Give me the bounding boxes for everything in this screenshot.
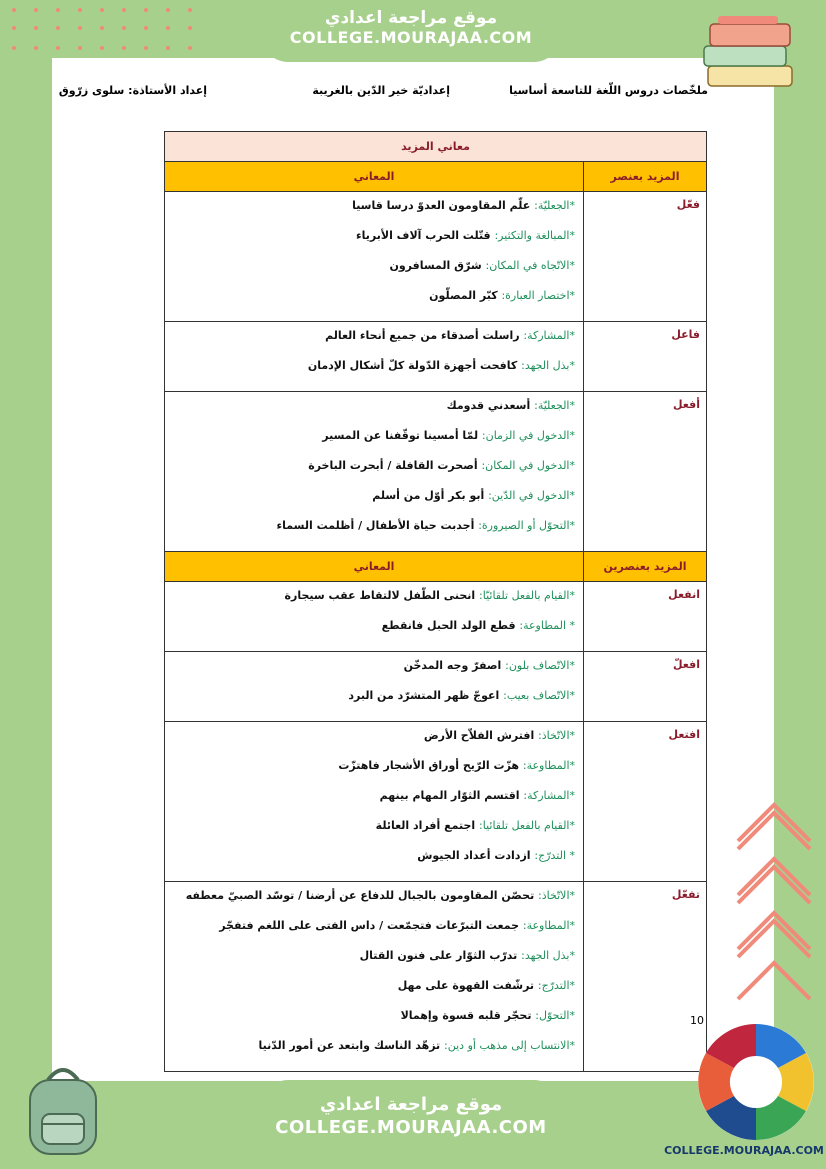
meanings-cell (165, 392, 584, 552)
meaning-keyword: *المبالغة والتكثير: (494, 229, 575, 242)
meaning-line (173, 687, 575, 717)
meaning-line (173, 787, 575, 817)
decorative-dot (166, 8, 170, 12)
meaning-example: أبو بكر أوّل من أسلم (372, 489, 489, 502)
meanings-table (164, 131, 707, 1072)
meaning-example: اصفرّ وجه المدخّن (403, 659, 506, 672)
decorative-dot (122, 8, 126, 12)
meaning-example: تدرّب الثوّار على فنون القتال (359, 949, 522, 962)
meaning-keyword: *الدخول في المكان: (481, 459, 575, 472)
table-row (165, 652, 707, 722)
meaning-example: راسلت أصدقاء من جميع أنحاء العالم (325, 329, 524, 342)
table-row (165, 882, 707, 1072)
site-url-bottom[interactable]: COLLEGE.MOURAJAA.COM (275, 1117, 547, 1138)
meaning-example: ترشّفت القهوة على مهل (397, 979, 538, 992)
site-logo-icon (694, 1020, 818, 1144)
decorative-dot (34, 26, 38, 30)
meaning-example: أسعدني قدومك (446, 399, 535, 412)
meaning-keyword: *القيام بالفعل تلقائيا: (479, 819, 575, 832)
meanings-cell (165, 582, 584, 652)
meaning-line (173, 227, 575, 257)
meanings-cell (165, 722, 584, 882)
decorative-dot (56, 8, 60, 12)
meaning-example: كبّر المصلّون (429, 289, 502, 302)
meaning-example: تزهّد الناسك وابتعد عن أمور الدّنيا (258, 1039, 445, 1052)
meaning-line (173, 357, 575, 387)
decorative-dot (100, 8, 104, 12)
meaning-line (173, 917, 575, 947)
site-name: موقع مراجعة اعدادي (324, 8, 498, 28)
verb-form: افتعل (584, 722, 707, 882)
meaning-line (173, 757, 575, 787)
meaning-example: اجتمع أفراد العائلة (375, 819, 480, 832)
meaning-line (173, 887, 575, 917)
decorative-dot (12, 8, 16, 12)
decorative-dot (122, 46, 126, 50)
meaning-example: انحنى الطّفل لالتقاط عقب سيجارة (284, 589, 480, 602)
meaning-line (173, 1007, 575, 1037)
school-name: إعداديّة خير الدّين بالغريبة (312, 84, 450, 97)
decorative-dot (56, 26, 60, 30)
logo-url[interactable]: COLLEGE.MOURAJAA.COM (664, 1144, 824, 1157)
decorative-dot (78, 8, 82, 12)
decorative-dot (122, 26, 126, 30)
meaning-example: أجدبت حياة الأطفال / أظلمت السماء (276, 519, 479, 532)
meaning-keyword: *التحوّل أو الصيرورة: (478, 519, 575, 532)
meaning-keyword: *بذل الجهد: (521, 949, 575, 962)
verb-form: فاعل (584, 322, 707, 392)
meaning-line (173, 287, 575, 317)
meaning-keyword: * المطاوعة: (519, 619, 575, 632)
meaning-keyword: *الدخول في الزمان: (481, 429, 575, 442)
meaning-keyword: * التدرّج: (534, 849, 575, 862)
meaning-line (173, 517, 575, 547)
site-banner-top[interactable] (262, 0, 560, 62)
meaning-keyword: *المطاوعة: (522, 919, 575, 932)
teacher-name: إعداد الأستاذة: سلوى زرّوق (58, 84, 207, 97)
decorative-dot (100, 26, 104, 30)
verb-form: أفعل (584, 392, 707, 552)
meaning-example: اعوجّ ظهر المتشرّد من البرد (348, 689, 504, 702)
lesson-title: ملخّصات دروس اللّغة للتاسعة أساسيا (509, 84, 708, 97)
meaning-line (173, 397, 575, 427)
meaning-keyword: *المشاركة: (523, 789, 575, 802)
meaning-keyword: *القيام بالفعل تلقائيّا: (479, 589, 575, 602)
decorative-dot (166, 26, 170, 30)
verb-form: افعلّ (584, 652, 707, 722)
table-row (165, 722, 707, 882)
table-row (165, 392, 707, 552)
meanings-header: المعاني (165, 552, 584, 582)
meaning-example: قتّلت الحرب آلاف الأبرياء (356, 229, 495, 242)
meaning-line (173, 977, 575, 1007)
meaning-line (173, 327, 575, 357)
meaning-keyword: *التحوّل: (535, 1009, 575, 1022)
meaning-keyword: *الجعليّة: (534, 199, 575, 212)
site-banner-bottom[interactable] (262, 1080, 560, 1169)
meaning-line (173, 657, 575, 687)
meanings-header: المعاني (165, 162, 584, 192)
backpack-icon (14, 1058, 114, 1158)
decorative-dot (78, 46, 82, 50)
meaning-example: أصحرت القافلة / أبحرت الباخرة (308, 459, 482, 472)
site-name-bottom: موقع مراجعة اعدادي (319, 1094, 503, 1115)
page-number: 10 (690, 1014, 704, 1027)
meaning-line (173, 947, 575, 977)
decorative-dots (0, 0, 220, 60)
meaning-keyword: *المشاركة: (523, 329, 575, 342)
meaning-keyword: *بذل الجهد: (521, 359, 575, 372)
meaning-line (173, 1037, 575, 1067)
meaning-keyword: *الاتّجاه في المكان: (485, 259, 575, 272)
meaning-line (173, 427, 575, 457)
site-url[interactable]: COLLEGE.MOURAJAA.COM (289, 28, 533, 47)
section-header-row (165, 162, 707, 192)
decorative-dot (12, 26, 16, 30)
meaning-example: تحصّن المقاومون بالجبال للدفاع عن أرضنا / توسّد الصبيّ معطفه (185, 889, 539, 902)
meaning-keyword: *الانتساب إلى مذهب أو دين: (444, 1039, 575, 1052)
table-row (165, 192, 707, 322)
table-row (165, 322, 707, 392)
verb-form: تفعّل (584, 882, 707, 1072)
meaning-example: علّم المقاومون العدوّ درسا قاسيا (352, 199, 535, 212)
meaning-line (173, 257, 575, 287)
meaning-example: لمّا أمسينا توقّفنا عن المسير (322, 429, 482, 442)
meanings-cell (165, 652, 584, 722)
meaning-example: شرّق المسافرون (389, 259, 486, 272)
meaning-example: افترش الفلاّح الأرض (423, 729, 539, 742)
meaning-line (173, 617, 575, 647)
decorative-dot (188, 8, 192, 12)
meaning-example: جمعت التبرّعات فتجمّعت / داس الفتى على اللغم فتفجّر (219, 919, 523, 932)
meaning-keyword: *التدرّج: (537, 979, 575, 992)
chevron-decoration-icon (732, 795, 816, 1005)
meaning-keyword: *المطاوعة: (522, 759, 575, 772)
meanings-cell (165, 192, 584, 322)
meaning-example: كافحت أجهزة الدّولة كلّ أشكال الإدمان (307, 359, 522, 372)
meaning-line (173, 197, 575, 227)
decorative-dot (34, 46, 38, 50)
decorative-dot (56, 46, 60, 50)
section-header-row (165, 552, 707, 582)
decorative-dot (12, 46, 16, 50)
meanings-cell (165, 322, 584, 392)
meaning-keyword: *الاتّخاذ: (538, 729, 575, 742)
meaning-example: تحجّر قلبه قسوة وإهمالا (400, 1009, 536, 1022)
decorative-dot (34, 8, 38, 12)
decorative-dot (144, 46, 148, 50)
meaning-line (173, 457, 575, 487)
meaning-keyword: *اختصار العبارة: (501, 289, 575, 302)
meaning-example: ازدادت أعداد الجيوش (417, 849, 535, 862)
decorative-dot (188, 46, 192, 50)
meaning-line (173, 847, 575, 877)
meaning-example: اقتسم الثوّار المهام بينهم (379, 789, 524, 802)
meaning-keyword: *الاتّصاف بعيب: (503, 689, 575, 702)
decorative-dot (144, 8, 148, 12)
category-header: المزيد بعنصرين (584, 552, 707, 582)
decorative-dot (78, 26, 82, 30)
category-header: المزيد بعنصر (584, 162, 707, 192)
meaning-keyword: *الدخول في الدّين: (488, 489, 575, 502)
meaning-line (173, 587, 575, 617)
meaning-keyword: *الاتّصاف بلون: (505, 659, 575, 672)
decorative-dot (188, 26, 192, 30)
decorative-dot (144, 26, 148, 30)
books-icon (700, 12, 796, 94)
meanings-cell (165, 882, 584, 1072)
meaning-example: هزّت الرّيح أوراق الأشجار فاهتزّت (338, 759, 523, 772)
verb-form: فعّل (584, 192, 707, 322)
table-row (165, 582, 707, 652)
table-title: معاني المزيد (165, 132, 707, 162)
decorative-dot (100, 46, 104, 50)
table-title-row (165, 132, 707, 162)
decorative-dot (166, 46, 170, 50)
verb-form: انفعل (584, 582, 707, 652)
meaning-keyword: *الجعليّة: (534, 399, 575, 412)
meaning-line (173, 817, 575, 847)
meaning-example: قطع الولد الحبل فانقطع (381, 619, 520, 632)
meaning-line (173, 487, 575, 517)
meaning-keyword: *الاتّخاذ: (538, 889, 575, 902)
meaning-line (173, 727, 575, 757)
